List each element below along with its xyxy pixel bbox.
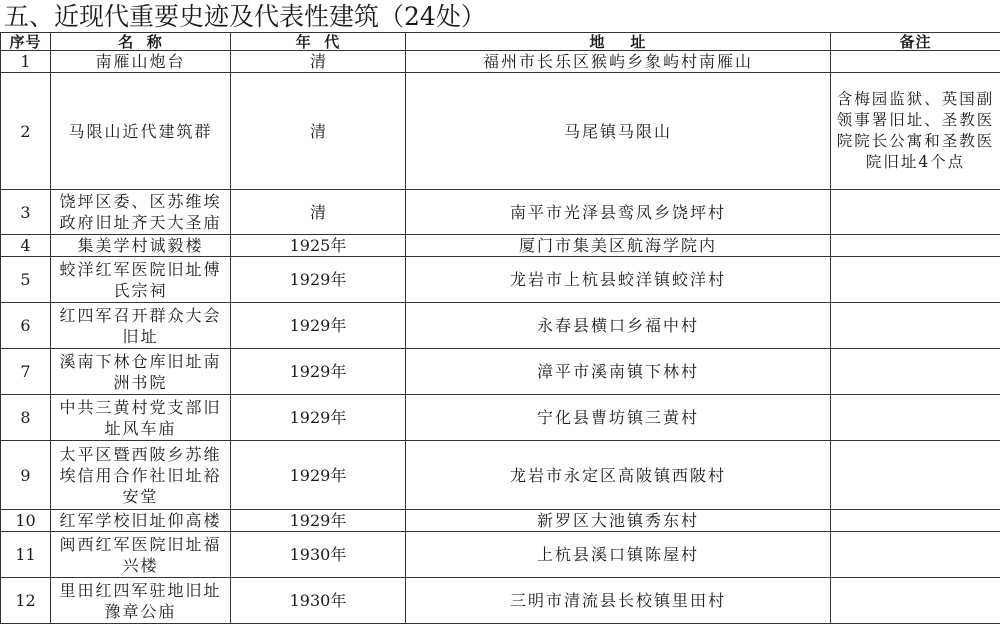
row-number: 5: [1, 257, 51, 303]
row-era: 1929年: [231, 510, 406, 532]
row-address: 福州市长乐区猴屿乡象屿村南雁山: [406, 51, 831, 73]
row-number: 2: [1, 73, 51, 190]
table-row: [1, 73, 1000, 190]
row-number: 6: [1, 303, 51, 349]
row-era: 1929年: [231, 349, 406, 395]
row-note: [831, 235, 1000, 257]
row-note: [831, 303, 1000, 349]
row-era: 1929年: [231, 395, 406, 441]
row-note: [831, 349, 1000, 395]
table-row: [1, 510, 1000, 532]
page-title: 五、近现代重要史迹及代表性建筑（24处）: [4, 2, 486, 31]
row-era: 清: [231, 51, 406, 73]
row-number: 3: [1, 190, 51, 235]
table-row: [1, 235, 1000, 257]
row-address: 三明市清流县长校镇里田村: [406, 578, 831, 624]
row-number: 12: [1, 578, 51, 624]
row-era: 1930年: [231, 532, 406, 578]
row-note: [831, 190, 1000, 235]
row-number: 8: [1, 395, 51, 441]
row-name: 中共三黄村党支部旧址风车庙: [51, 395, 231, 441]
row-name: 太平区暨西陂乡苏维埃信用合作社旧址裕安堂: [51, 441, 231, 510]
row-era: 1930年: [231, 578, 406, 624]
row-note: [831, 257, 1000, 303]
row-address: 马尾镇马限山: [406, 73, 831, 190]
header-name: 名 称: [51, 33, 231, 51]
table-row: [1, 349, 1000, 395]
row-name: 蛟洋红军医院旧址傅氏宗祠: [51, 257, 231, 303]
row-name: 饶坪区委、区苏维埃政府旧址齐天大圣庙: [51, 190, 231, 235]
row-name: 里田红四军驻地旧址豫章公庙: [51, 578, 231, 624]
row-era: 1929年: [231, 441, 406, 510]
row-era: 1929年: [231, 303, 406, 349]
table-row: [1, 190, 1000, 235]
row-name: 溪南下林仓库旧址南洲书院: [51, 349, 231, 395]
row-address: 新罗区大池镇秀东村: [406, 510, 831, 532]
row-address: 龙岩市永定区高陂镇西陂村: [406, 441, 831, 510]
row-note: [831, 578, 1000, 624]
header-no: 序号: [1, 33, 51, 51]
table-row: [1, 257, 1000, 303]
row-address: 龙岩市上杭县蛟洋镇蛟洋村: [406, 257, 831, 303]
row-address: 宁化县曹坊镇三黄村: [406, 395, 831, 441]
row-note: [831, 532, 1000, 578]
table-row: [1, 578, 1000, 624]
table-row: [1, 303, 1000, 349]
row-name: 闽西红军医院旧址福兴楼: [51, 532, 231, 578]
table-row: [1, 51, 1000, 73]
row-era: 清: [231, 73, 406, 190]
row-name: 红军学校旧址仰高楼: [51, 510, 231, 532]
row-address: 南平市光泽县鸾凤乡饶坪村: [406, 190, 831, 235]
table-row: [1, 395, 1000, 441]
row-note: [831, 51, 1000, 73]
row-note: [831, 395, 1000, 441]
row-number: 7: [1, 349, 51, 395]
heritage-table: [0, 32, 1000, 624]
row-note: [831, 510, 1000, 532]
header-era: 年 代: [231, 33, 406, 51]
row-number: 11: [1, 532, 51, 578]
row-era: 1925年: [231, 235, 406, 257]
row-number: 9: [1, 441, 51, 510]
row-number: 4: [1, 235, 51, 257]
row-note: [831, 441, 1000, 510]
row-address: 厦门市集美区航海学院内: [406, 235, 831, 257]
row-name: 南雁山炮台: [51, 51, 231, 73]
row-address: 漳平市溪南镇下林村: [406, 349, 831, 395]
row-name: 马限山近代建筑群: [51, 73, 231, 190]
row-number: 10: [1, 510, 51, 532]
header-address: 地 址: [406, 33, 831, 51]
row-era: 1929年: [231, 257, 406, 303]
row-name: 集美学村诚毅楼: [51, 235, 231, 257]
row-address: 上杭县溪口镇陈屋村: [406, 532, 831, 578]
row-note: 含梅园监狱、英国副领事署旧址、圣教医院院长公寓和圣教医院旧址4个点: [831, 73, 1000, 190]
row-address: 永春县横口乡福中村: [406, 303, 831, 349]
header-note: 备注: [831, 33, 1000, 51]
row-number: 1: [1, 51, 51, 73]
table-row: [1, 532, 1000, 578]
row-name: 红四军召开群众大会旧址: [51, 303, 231, 349]
row-era: 清: [231, 190, 406, 235]
table-row: [1, 441, 1000, 510]
table-header-row: [1, 33, 1000, 51]
